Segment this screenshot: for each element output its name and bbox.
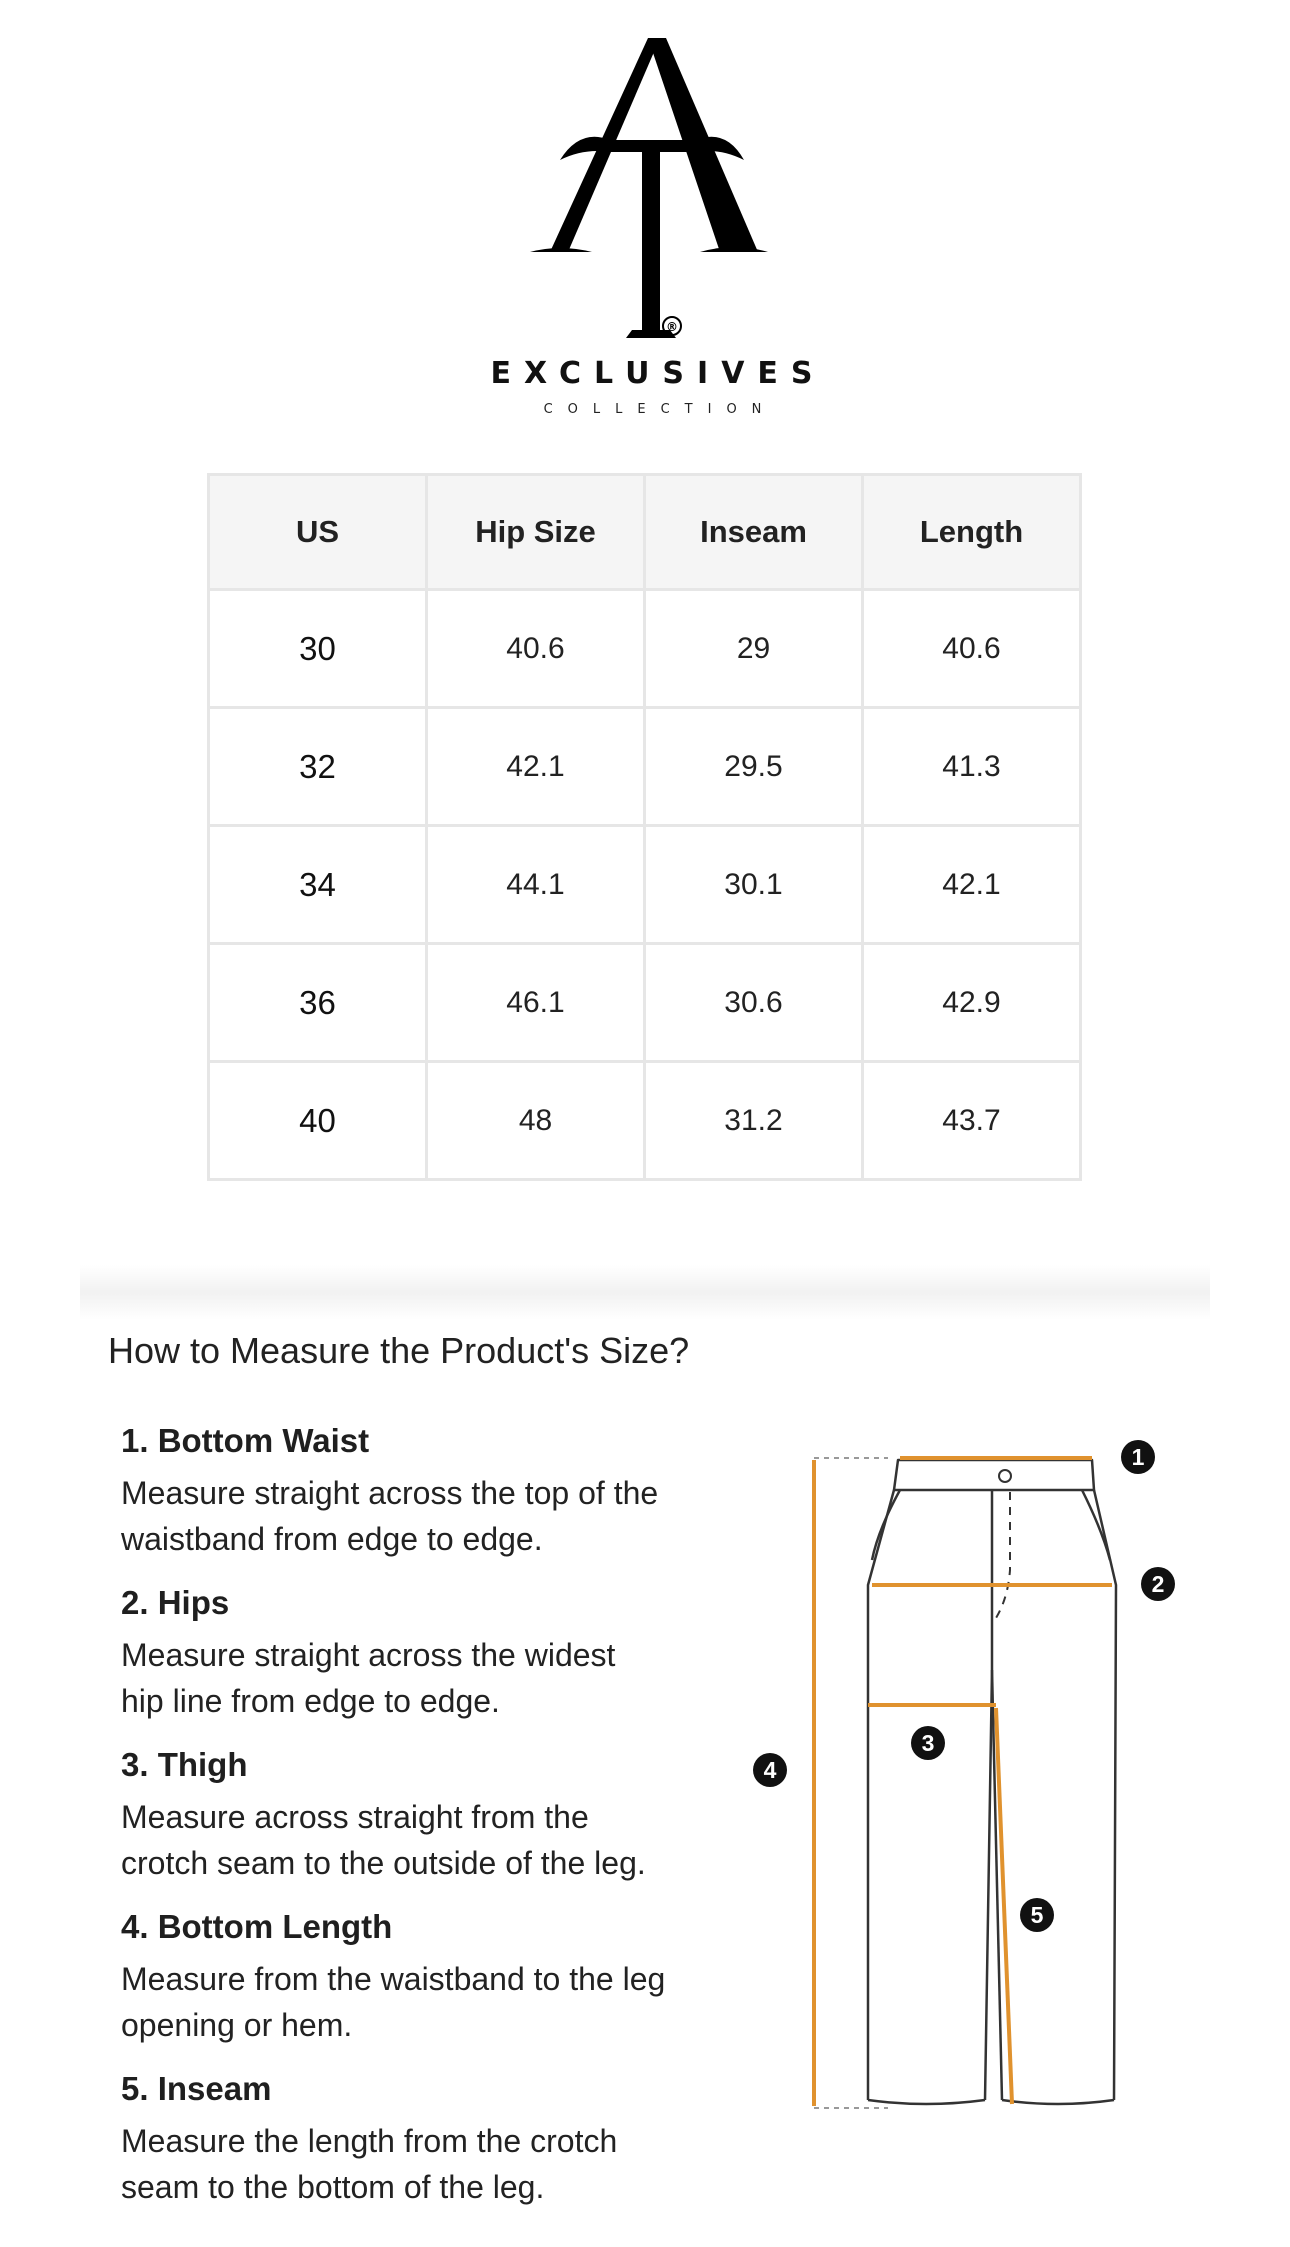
pants-measurement-diagram: [730, 1420, 1190, 2120]
svg-text:1: 1: [1131, 1444, 1145, 1470]
cell-us: 32: [209, 708, 427, 826]
step-desc-line: hip line from edge to edge.: [121, 1683, 500, 1719]
step-description: [121, 2118, 761, 2210]
cell-hip-size: 42.1: [427, 708, 645, 826]
step-description: [121, 1956, 761, 2048]
measurement-lines: [814, 1458, 1112, 2106]
cell-us: 36: [209, 944, 427, 1062]
registered-mark: ®: [666, 320, 678, 334]
cell-length: 41.3: [863, 708, 1081, 826]
cell-us: 40: [209, 1062, 427, 1180]
cell-hip-size: 48: [427, 1062, 645, 1180]
cell-hip-size: 44.1: [427, 826, 645, 944]
table-row: [209, 590, 1081, 708]
step-title: 4. Bottom Length: [121, 1908, 393, 1945]
svg-text:3: 3: [921, 1730, 935, 1756]
measure-steps-list: [121, 1420, 761, 2230]
header-us: US: [209, 475, 427, 590]
button-icon: [999, 1470, 1011, 1482]
step-hips: [121, 1582, 761, 1724]
header-length: Length: [863, 475, 1081, 590]
step-bottom-length: [121, 1906, 761, 2048]
svg-text:4: 4: [763, 1757, 777, 1783]
step-thigh: [121, 1744, 761, 1886]
cell-inseam: 30.1: [645, 826, 863, 944]
marker-1: [1121, 1440, 1155, 1474]
cell-length: 42.9: [863, 944, 1081, 1062]
svg-text:5: 5: [1030, 1902, 1044, 1928]
cell-inseam: 29.5: [645, 708, 863, 826]
header-hip-size: Hip Size: [427, 475, 645, 590]
step-desc-line: seam to the bottom of the leg.: [121, 2169, 545, 2205]
header-inseam: Inseam: [645, 475, 863, 590]
section-divider: [80, 1265, 1210, 1320]
cell-length: 40.6: [863, 590, 1081, 708]
marker-4: [753, 1753, 787, 1787]
step-desc-line: waistband from edge to edge.: [121, 1521, 543, 1557]
step-description: [121, 1470, 761, 1562]
marker-5: [1020, 1898, 1054, 1932]
cell-length: 43.7: [863, 1062, 1081, 1180]
marker-2: [1141, 1567, 1175, 1601]
at-monogram-logo: [520, 30, 770, 350]
step-desc-line: Measure straight across the widest: [121, 1637, 616, 1673]
marker-3: [911, 1726, 945, 1760]
step-inseam: [121, 2068, 761, 2210]
cell-us: 34: [209, 826, 427, 944]
cell-hip-size: 46.1: [427, 944, 645, 1062]
cell-inseam: 30.6: [645, 944, 863, 1062]
size-chart-table: [207, 473, 1082, 1181]
table-row: [209, 708, 1081, 826]
pants-outline: [868, 1460, 1116, 2104]
cell-inseam: 31.2: [645, 1062, 863, 1180]
cell-us: 30: [209, 590, 427, 708]
step-title: 1. Bottom Waist: [121, 1422, 370, 1459]
step-desc-line: Measure the length from the crotch: [121, 2123, 618, 2159]
pants-illustration: [730, 1420, 1190, 2120]
step-title: 5. Inseam: [121, 2070, 272, 2107]
step-description: [121, 1794, 761, 1886]
table-header-row: [209, 475, 1081, 590]
brand-subtitle: COLLECTION: [543, 402, 777, 417]
step-description: [121, 1632, 761, 1724]
cell-inseam: 29: [645, 590, 863, 708]
table-row: [209, 1062, 1081, 1180]
cell-length: 42.1: [863, 826, 1081, 944]
svg-text:2: 2: [1151, 1571, 1165, 1597]
cell-hip-size: 40.6: [427, 590, 645, 708]
step-desc-line: Measure across straight from the: [121, 1799, 589, 1835]
step-desc-line: opening or hem.: [121, 2007, 353, 2043]
step-bottom-waist: [121, 1420, 761, 1562]
measure-section-title: How to Measure the Product's Size?: [108, 1330, 690, 1371]
step-desc-line: Measure straight across the top of the: [121, 1475, 659, 1511]
step-title: 2. Hips: [121, 1584, 230, 1621]
step-desc-line: Measure from the waistband to the leg: [121, 1961, 666, 1997]
brand-name: EXCLUSIVES: [490, 356, 826, 391]
step-title: 3. Thigh: [121, 1746, 248, 1783]
step-desc-line: crotch seam to the outside of the leg.: [121, 1845, 646, 1881]
table-row: [209, 826, 1081, 944]
table-row: [209, 944, 1081, 1062]
